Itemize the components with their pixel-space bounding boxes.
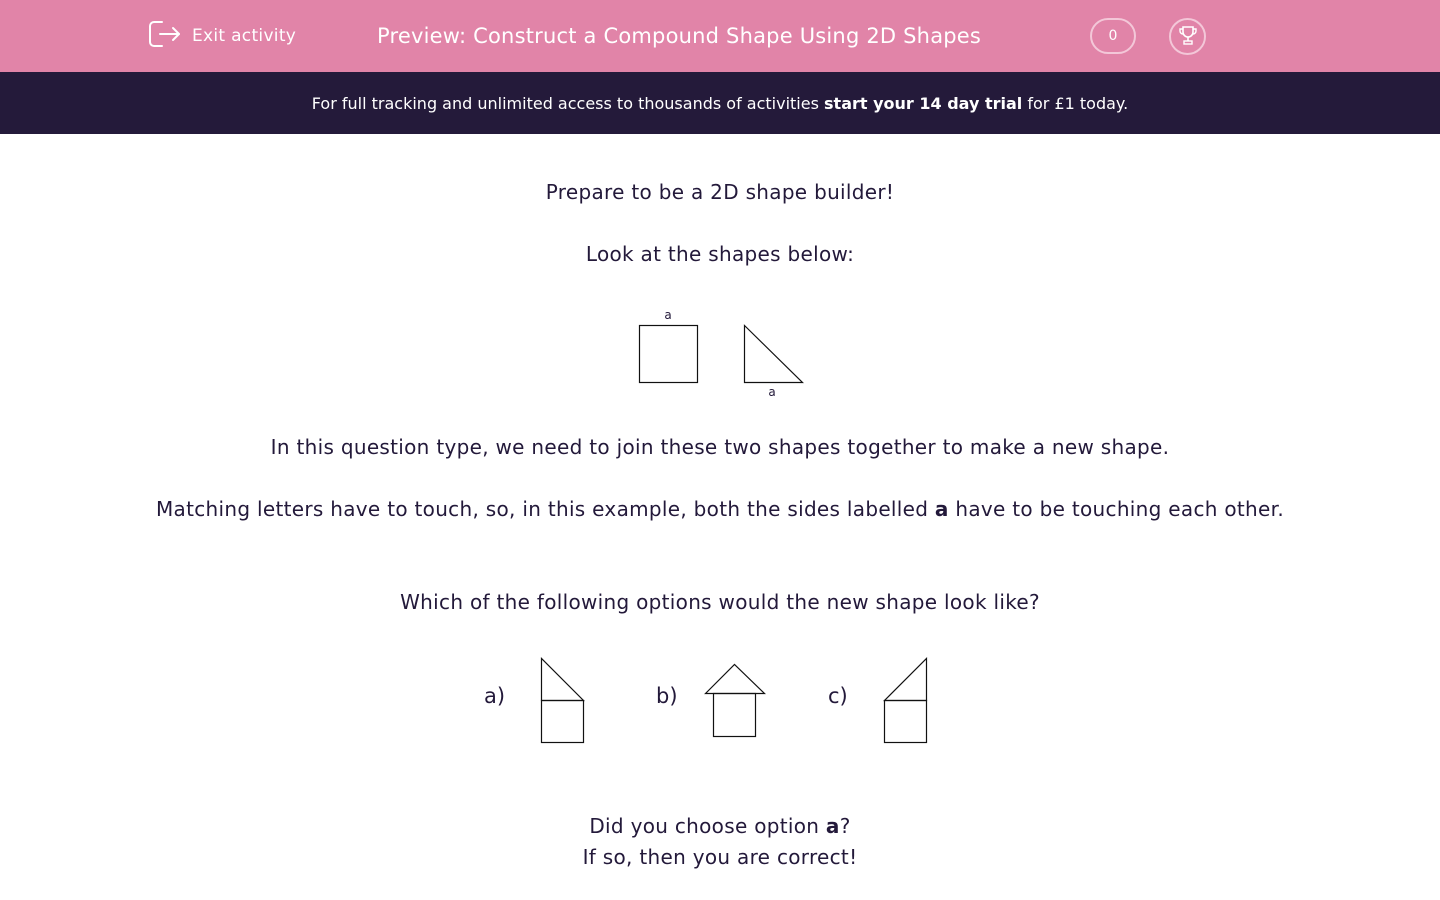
example-figure <box>640 308 803 399</box>
exit-icon <box>148 19 182 53</box>
option-b-square <box>714 694 756 737</box>
option-a-square <box>542 701 584 743</box>
rule-text-after: have to be touching each other. <box>948 497 1284 521</box>
question-text: Which of the following options would the new shape look like? <box>400 590 1040 614</box>
option-b-label: b) <box>656 684 678 708</box>
rule-text-before: Matching letters have to touch, so, in this example, both the sides labelled <box>156 497 935 521</box>
page-title: Preview: Construct a Compound Shape Using 2D Shapes <box>377 24 982 48</box>
instruction-text: Look at the shapes below: <box>585 242 855 266</box>
example-triangle <box>745 326 803 383</box>
answer-confirmation: If so, then you are correct! <box>582 845 858 869</box>
rule-text-letter: a <box>934 497 949 521</box>
answer-option-letter: a <box>825 814 840 838</box>
option-b-figure <box>706 665 765 737</box>
banner-text-before: For full tracking and unlimited access to thousands of activities <box>311 93 825 113</box>
explanation-text: In this question type, we need to join these two shapes together to make a new shape. <box>270 435 1170 459</box>
exit-activity-label: Exit activity <box>192 26 297 46</box>
option-a-triangle <box>542 659 584 701</box>
option-c-label: c) <box>828 684 848 708</box>
answer-text <box>150 811 1290 842</box>
triangle-side-label: a <box>768 385 776 399</box>
top-bar <box>0 0 1440 72</box>
example-square <box>640 326 698 383</box>
answer-text-before: Did you choose option <box>589 814 826 838</box>
banner-text-after: for £1 today. <box>1022 93 1129 113</box>
answer-text-after: ? <box>839 814 851 838</box>
option-c-square <box>885 701 927 743</box>
option-b-triangle <box>706 665 765 694</box>
trophy-icon <box>1177 24 1199 50</box>
option-a-figure <box>542 659 584 743</box>
trophy-button[interactable] <box>1169 18 1206 55</box>
intro-text: Prepare to be a 2D shape builder! <box>545 180 895 204</box>
option-c-figure <box>885 659 927 743</box>
banner-trial-link[interactable]: start your 14 day trial <box>824 93 1023 113</box>
trial-banner[interactable] <box>0 72 1440 134</box>
option-a-label: a) <box>484 684 506 708</box>
exit-activity-button[interactable] <box>148 20 296 52</box>
rule-text <box>150 494 1290 525</box>
option-c-triangle <box>885 659 927 701</box>
score-badge: 0 <box>1090 18 1136 54</box>
square-side-label: a <box>664 308 672 322</box>
